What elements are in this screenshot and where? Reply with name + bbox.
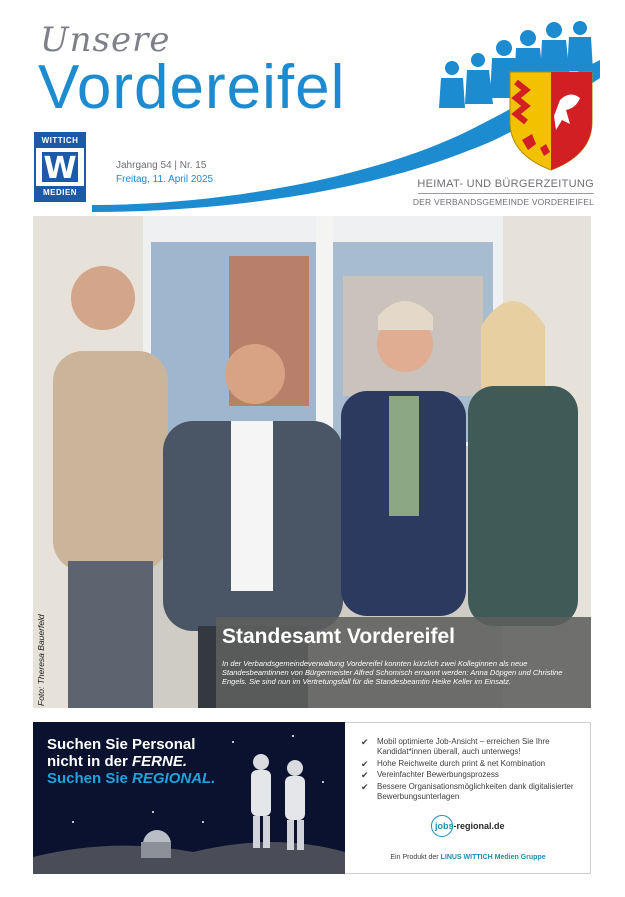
tagline-main: HEIMAT- UND BÜRGERZEITUNG <box>417 178 594 190</box>
ad-headline-line1: Suchen Sie Personal <box>47 736 196 753</box>
checkmark-icon: ✔ <box>361 770 369 780</box>
ad-feature-text: Bessere Organisationsmöglichkeiten dank digitalisierter Bewerbungsunterlagen <box>377 781 574 801</box>
ad-headline-line2 <box>47 753 187 770</box>
checkmark-icon: ✔ <box>361 758 369 769</box>
logo-bottom-text: MEDIEN <box>36 186 84 200</box>
logo-top-text: WITTICH <box>36 134 84 148</box>
tagline-sub: DER VERBANDSGEMEINDE VORDEREIFEL <box>412 197 594 207</box>
masthead-title: Vordereifel <box>38 53 346 122</box>
ad-line3-prefix: Suchen Sie <box>47 770 133 787</box>
ad-feature-text: Vereinfachter Bewerbungsprozess <box>377 770 499 779</box>
ad-feature-item <box>359 737 585 757</box>
ad-feature-item <box>359 782 585 802</box>
checkmark-icon: ✔ <box>361 737 369 747</box>
ad-feature-text: Hohe Reichweite durch print & net Kombination <box>377 758 546 768</box>
wittich-medien-logo <box>34 132 86 202</box>
masthead-script-title: Unsere <box>40 20 171 60</box>
ad-feature-item <box>359 770 585 780</box>
ad-info-panel[interactable] <box>345 722 591 874</box>
ad-footer <box>345 854 591 861</box>
issue-date: Freitag, 11. April 2025 <box>116 174 214 185</box>
ad-footer-brand: LINUS WITTICH Medien Gruppe <box>440 854 546 861</box>
cover-text: In der Verbandsgemeindeverwaltung Vordereifel konnten kürzlich zwei Kolleginnen als neue Standesbeamtinnen von Bürgermeister Alfred Schomisch ernannt werden: Anna Döpgen und Christine Engels. Sie sind nun im Vertretungsfall für die Standesbeamtin Heike Keller im Einsatz. <box>222 659 563 687</box>
photo-credit <box>36 598 50 708</box>
coat-of-arms-icon <box>510 72 592 170</box>
cover-headline: Standesamt Vordereifel <box>222 625 456 648</box>
ad-feature-text: Mobil optimierte Job-Ansicht – erreichen Sie Ihre Kandidat*innen überall, auch unterwegs! <box>377 737 550 756</box>
jobs-regional-logo-text <box>435 821 505 831</box>
ad-banner-image[interactable] <box>33 722 345 874</box>
logo-part-a: jobs <box>435 821 454 831</box>
ad-line3-em: REGIONAL. <box>132 770 216 787</box>
ad-feature-item <box>359 759 585 769</box>
cover-caption <box>216 617 591 708</box>
logo-letter: W <box>43 151 77 186</box>
ad-headline-line3 <box>47 770 215 787</box>
ad-feature-list <box>359 737 585 803</box>
checkmark-icon: ✔ <box>361 781 369 792</box>
logo-part-b: -regional.de <box>453 821 505 831</box>
tagline-divider <box>418 193 594 194</box>
ad-footer-prefix: Ein Produkt der <box>390 854 441 861</box>
ad-line2-prefix: nicht in der <box>47 753 133 770</box>
ad-line2-em: FERNE. <box>132 753 188 770</box>
issue-number: Jahrgang 54 | Nr. 15 <box>116 160 207 171</box>
photo-credit-text: Foto: Theresa Bauerfeld <box>36 614 46 706</box>
